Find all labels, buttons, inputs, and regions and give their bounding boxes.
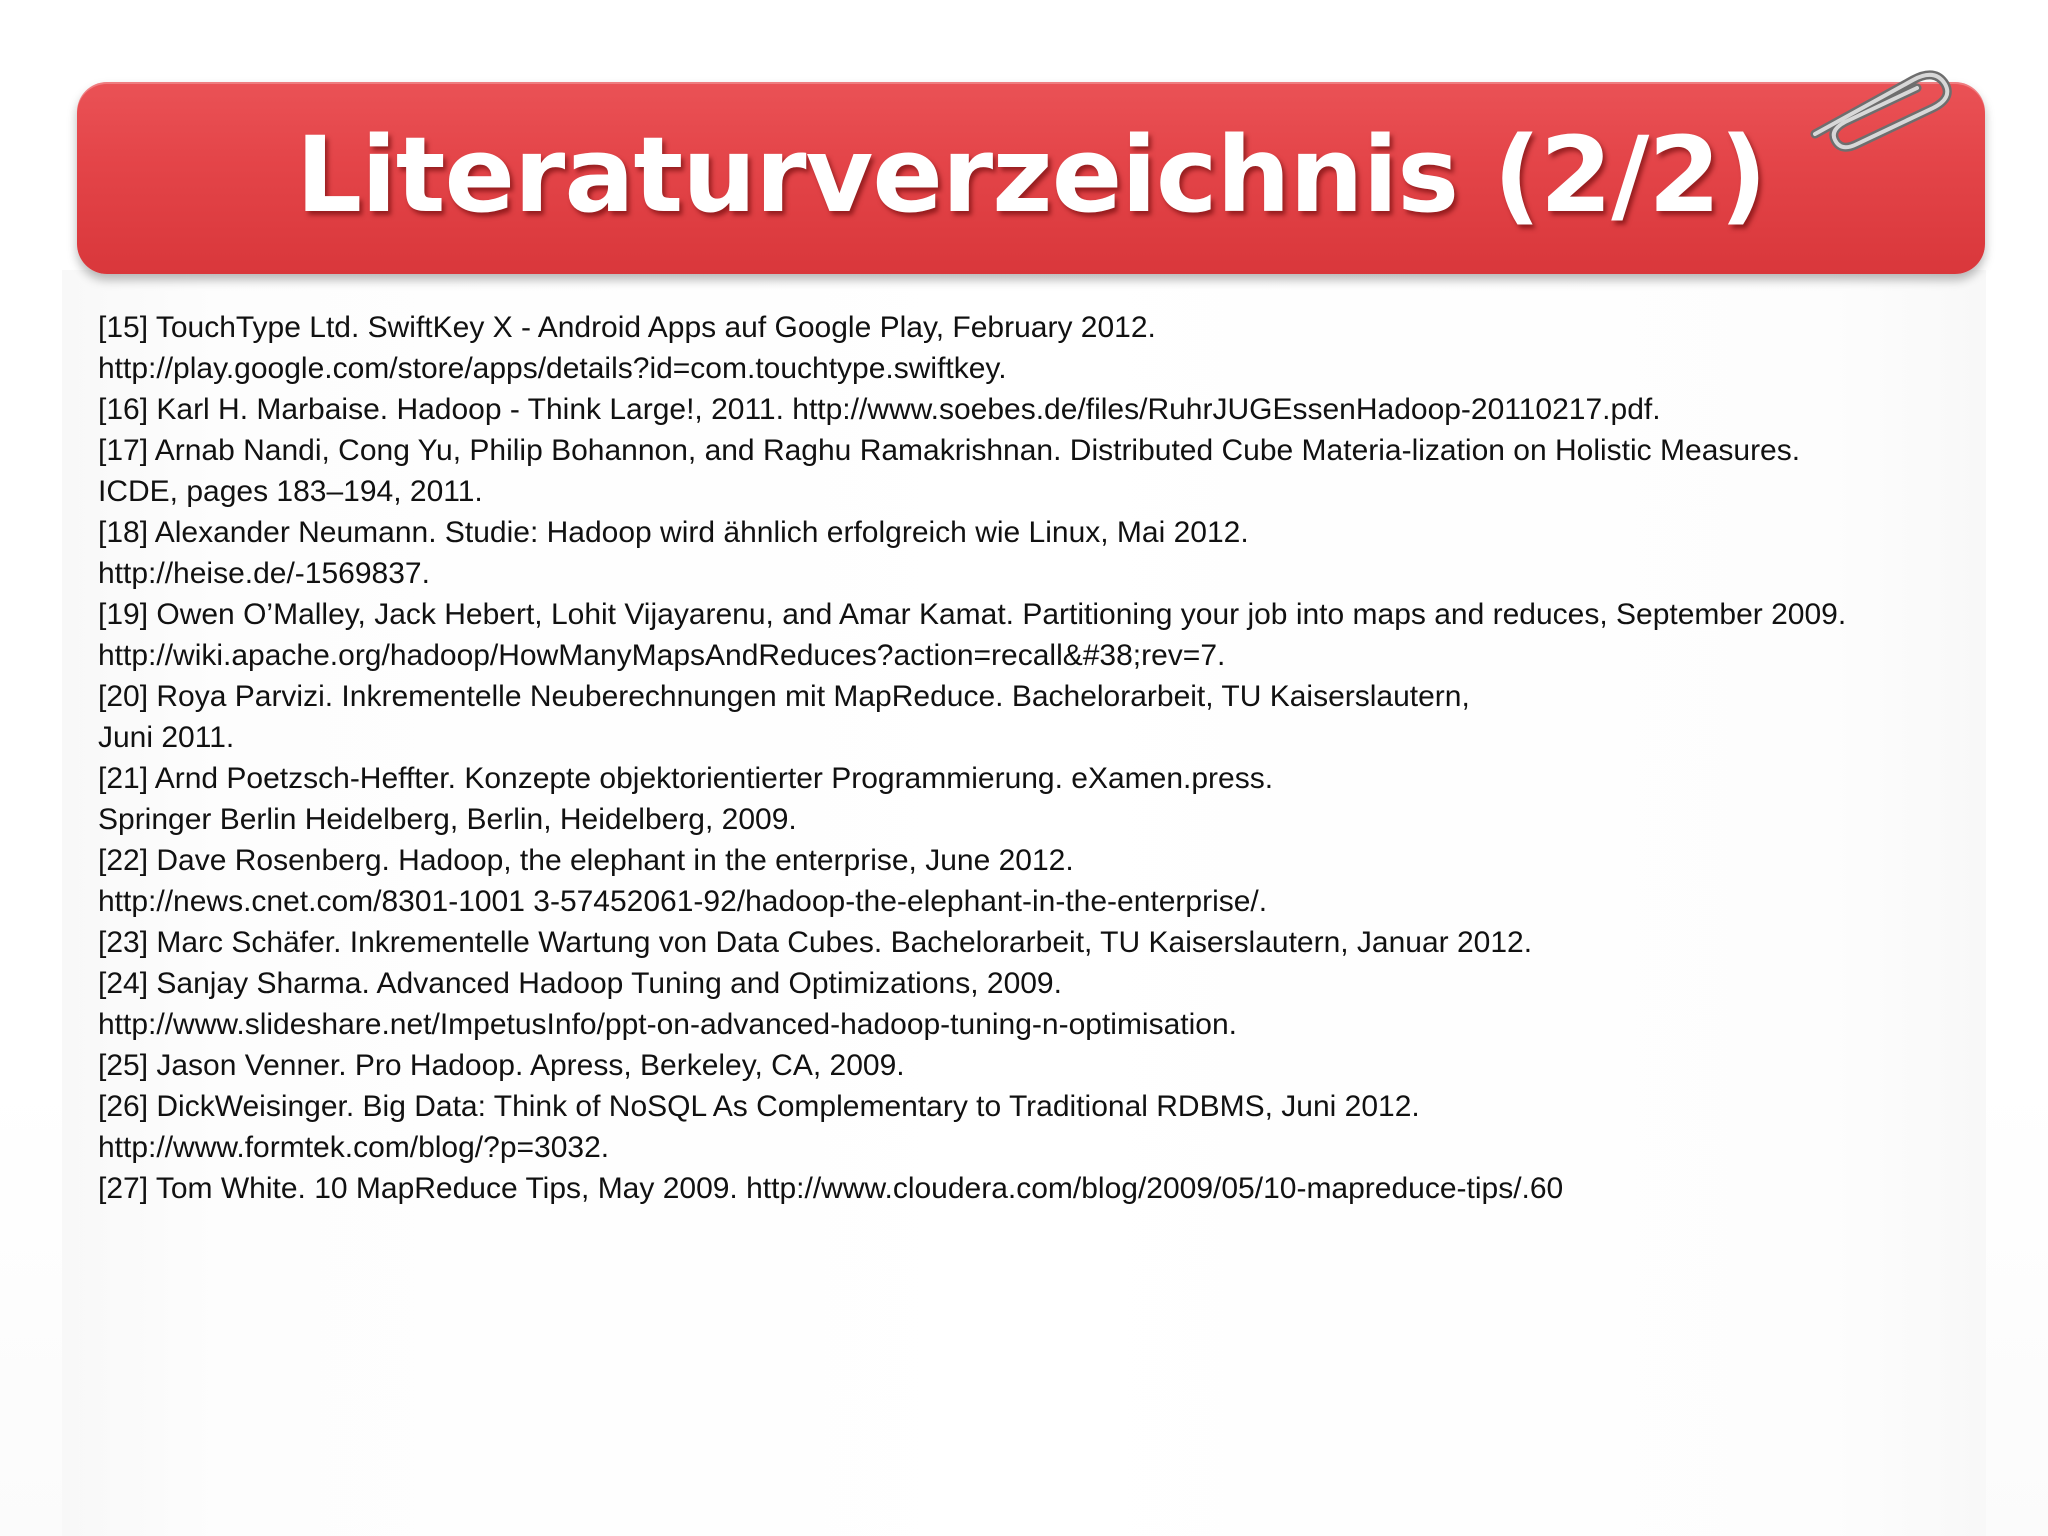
title-banner xyxy=(77,82,1985,274)
reference-text: [18] Alexander Neumann. Studie: Hadoop wird ähnlich erfolgreich wie Linux, Mai 2012. xyxy=(98,516,1249,549)
reference-date: Juni 2011. xyxy=(98,721,235,754)
reference-item-25 xyxy=(98,1045,1998,1086)
reference-text: [21] Arnd Poetzsch-Heffter. Konzepte objektorientierter Programmierung. eXamen.press. xyxy=(98,762,1274,795)
reference-text: [26] DickWeisinger. Big Data: Think of NoSQL As Complementary to Traditional RDBMS, Juni 2012. xyxy=(98,1090,1420,1123)
reference-text: [25] Jason Venner. Pro Hadoop. Apress, Berkeley, CA, 2009. xyxy=(98,1049,905,1082)
reference-item-23 xyxy=(98,922,1998,963)
reference-item-16 xyxy=(98,389,1998,430)
reference-item-18 xyxy=(98,512,1998,594)
page-title: Literaturverzeichnis (2/2) xyxy=(295,114,1767,236)
reference-text: [15] TouchType Ltd. SwiftKey X - Android Apps auf Google Play, February 2012. xyxy=(98,311,1156,344)
reference-source: Springer Berlin Heidelberg, Berlin, Heidelberg, 2009. xyxy=(98,803,797,836)
reference-url: http://play.google.com/store/apps/details?id=com.touchtype.swiftkey. xyxy=(98,352,1007,385)
reference-text: [19] Owen O’Malley, Jack Hebert, Lohit Vijayarenu, and Amar Kamat. Partitioning your job into maps and reduces, September 2009. xyxy=(98,598,1847,631)
reference-list xyxy=(98,307,1998,1209)
reference-text: [16] Karl H. Marbaise. Hadoop - Think Large!, 2011. http://www.soebes.de/files/RuhrJUGEssenHadoop-20110217.pdf. xyxy=(98,393,1661,426)
reference-text: [23] Marc Schäfer. Inkrementelle Wartung von Data Cubes. Bachelorarbeit, TU Kaiserslautern, Januar 2012. xyxy=(98,926,1533,959)
reference-url: http://www.formtek.com/blog/?p=3032. xyxy=(98,1131,610,1164)
reference-item-17 xyxy=(98,430,1998,512)
reference-text: [17] Arnab Nandi, Cong Yu, Philip Bohannon, and Raghu Ramakrishnan. Distributed Cube Materia-lization on Holistic Measures. xyxy=(98,434,1801,467)
reference-url: http://news.cnet.com/8301-1001 3-57452061-92/hadoop-the-elephant-in-the-enterprise/. xyxy=(98,885,1268,918)
reference-item-21 xyxy=(98,758,1998,840)
reference-item-15 xyxy=(98,307,1998,389)
reference-text: [22] Dave Rosenberg. Hadoop, the elephant in the enterprise, June 2012. xyxy=(98,844,1074,877)
reference-item-26 xyxy=(98,1086,1998,1168)
paperclip-icon xyxy=(1795,52,1955,152)
reference-item-27 xyxy=(98,1168,1998,1209)
reference-item-19 xyxy=(98,594,1998,676)
reference-url: http://wiki.apache.org/hadoop/HowManyMapsAndReduces?action=recall&#38;rev=7. xyxy=(98,639,1226,672)
reference-text: [27] Tom White. 10 MapReduce Tips, May 2009. http://www.cloudera.com/blog/2009/05/10-mapreduce-tips/.60 xyxy=(98,1172,1564,1205)
reference-url: http://www.slideshare.net/ImpetusInfo/ppt-on-advanced-hadoop-tuning-n-optimisation. xyxy=(98,1008,1237,1041)
reference-item-22 xyxy=(98,840,1998,922)
reference-source: ICDE, pages 183–194, 2011. xyxy=(98,475,483,508)
reference-text: [24] Sanjay Sharma. Advanced Hadoop Tuning and Optimizations, 2009. xyxy=(98,967,1062,1000)
reference-text: [20] Roya Parvizi. Inkrementelle Neuberechnungen mit MapReduce. Bachelorarbeit, TU Kaiserslautern, xyxy=(98,680,1470,713)
reference-item-20 xyxy=(98,676,1998,758)
reference-item-24 xyxy=(98,963,1998,1045)
reference-url: http://heise.de/-1569837. xyxy=(98,557,430,590)
